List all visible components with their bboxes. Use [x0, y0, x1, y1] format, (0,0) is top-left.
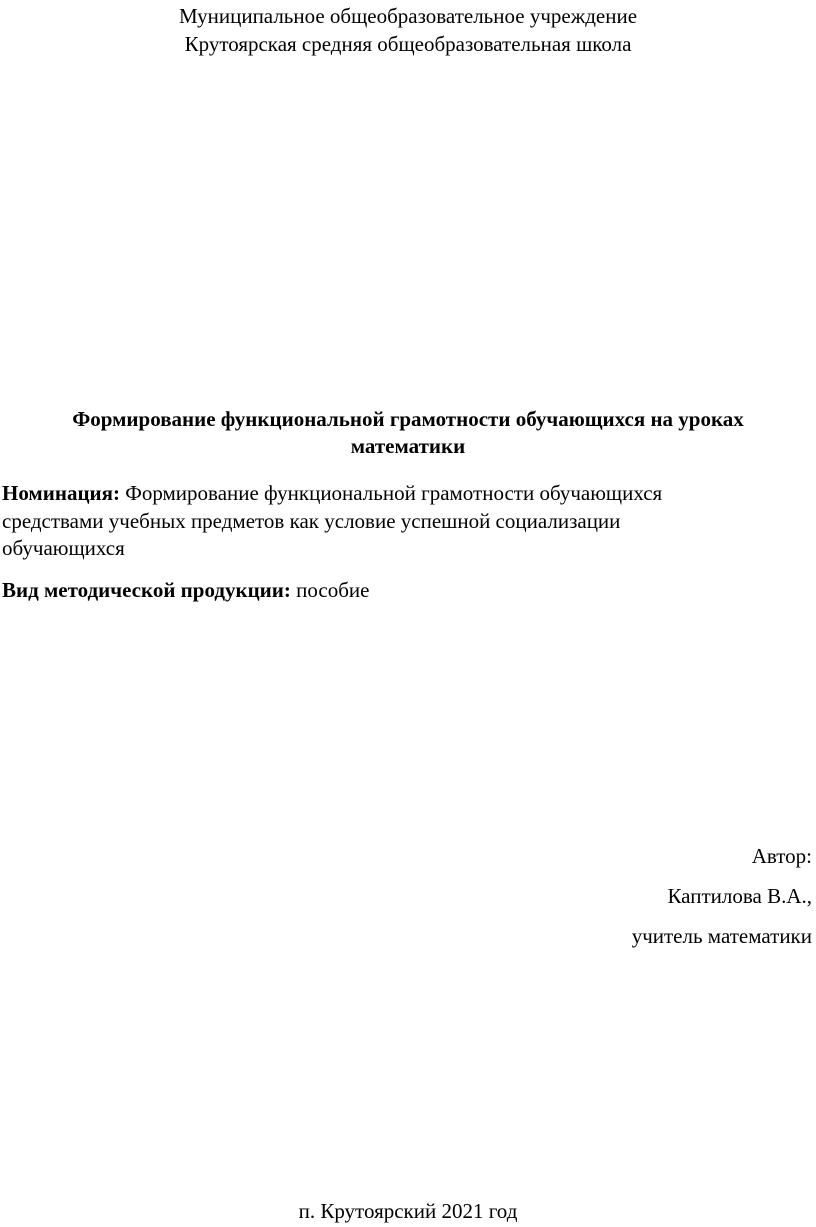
institution-name-line1: Муниципальное общеобразовательное учреждение: [178, 4, 638, 28]
place-year: п. Крутоярский 2021 год: [298, 1199, 518, 1223]
author-name: Каптилова В.А.,: [667, 884, 812, 908]
nomination-text-part1: Формирование функциональной грамотности обучающихся: [120, 481, 663, 505]
product-type-label: Вид методической продукции:: [2, 578, 291, 602]
product-type-line: [2, 576, 369, 604]
institution-name-line2: Крутоярская средняя общеобразовательная школа: [184, 32, 632, 56]
nomination-label: Номинация:: [2, 481, 120, 505]
author-position: учитель математики: [631, 924, 812, 948]
document-title-line2: математики: [350, 434, 466, 458]
nomination-line3: обучающихся: [2, 536, 125, 560]
product-type-value: пособие: [290, 578, 370, 602]
nomination-line2: средствами учебных предметов как условие успешной социализации: [2, 509, 621, 533]
document-title-line1: Формирование функциональной грамотности обучающихся на уроках: [72, 407, 744, 431]
author-label: Автор:: [751, 844, 812, 868]
nomination-line1: [2, 479, 662, 507]
